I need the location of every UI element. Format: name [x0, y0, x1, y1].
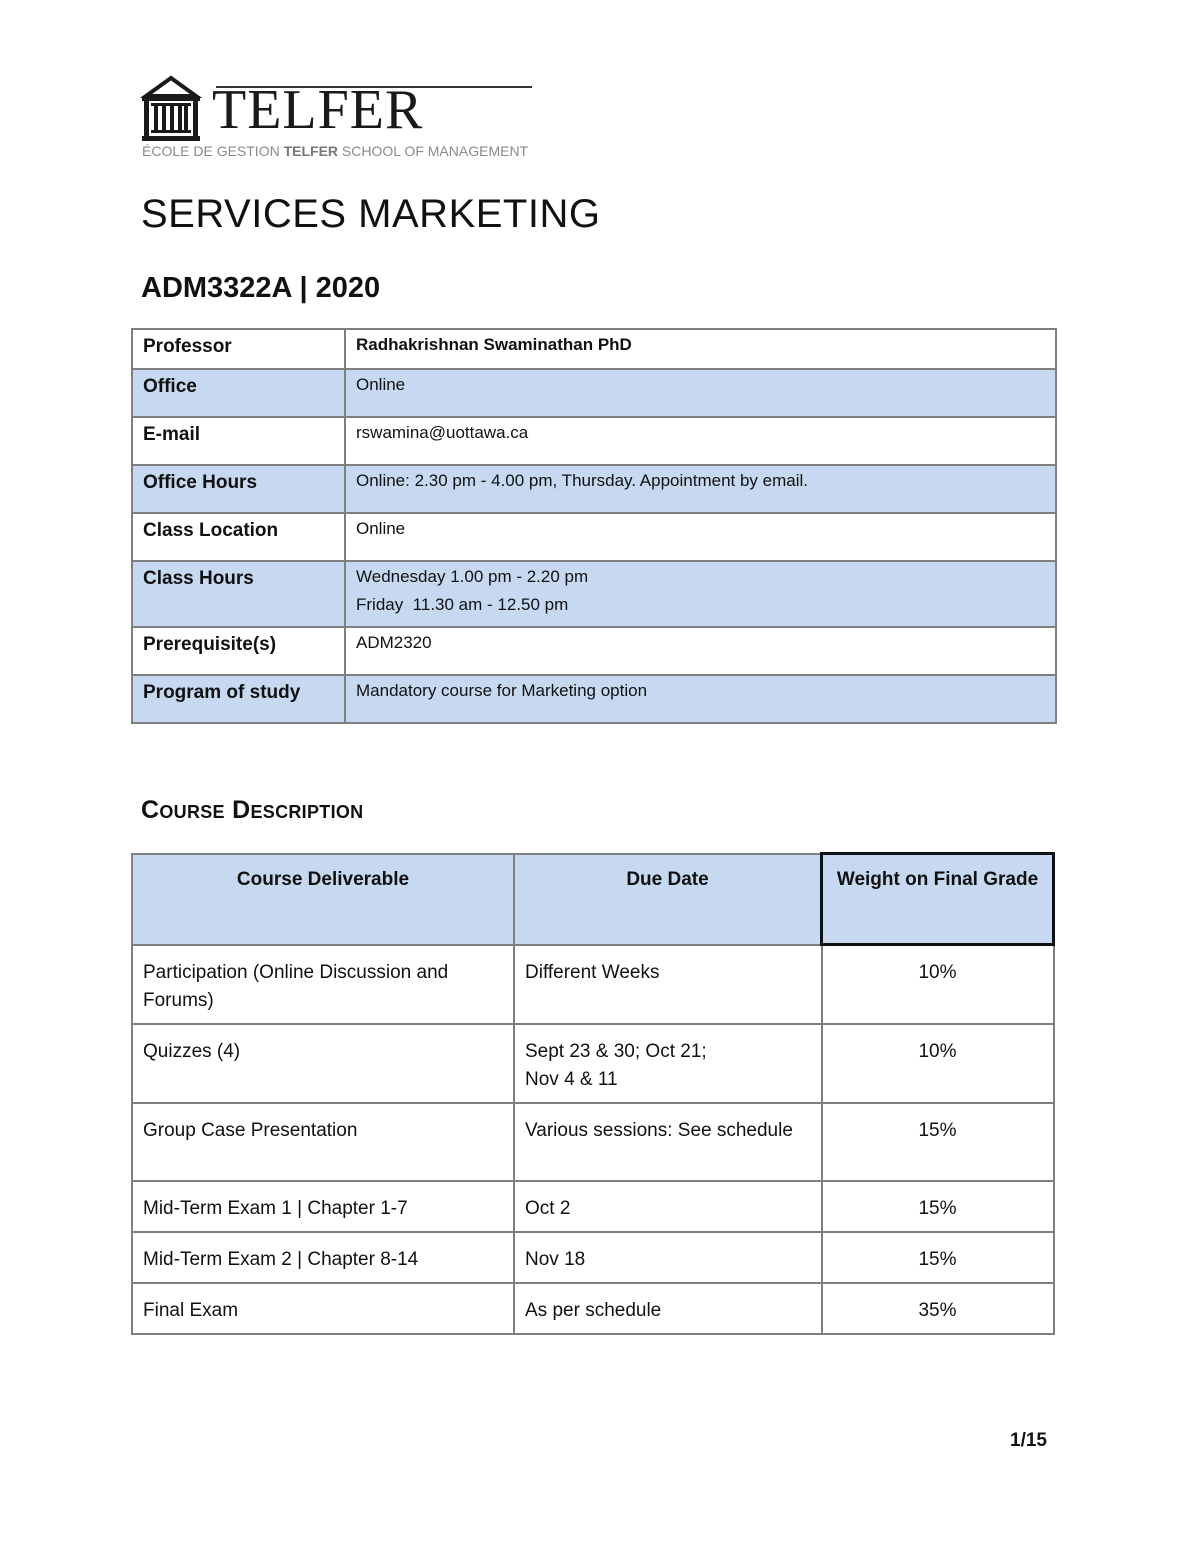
info-row — [132, 513, 1056, 561]
info-value-line: Wednesday 1.00 pm - 2.20 pm — [356, 567, 589, 586]
info-value-line: Mandatory course for Marketing option — [356, 681, 648, 700]
logo-wordmark: TELFER — [212, 79, 424, 141]
info-label: Prerequisite(s) — [132, 627, 345, 675]
info-value-line: Online — [356, 375, 406, 394]
info-value — [345, 329, 1056, 369]
info-value — [345, 627, 1056, 675]
info-row — [132, 369, 1056, 417]
course-info-table — [131, 328, 1057, 724]
building-icon — [140, 74, 202, 142]
deliverable-cell: Final Exam — [132, 1283, 514, 1334]
weight-cell: 15% — [822, 1232, 1054, 1283]
info-value-line: Online — [356, 519, 406, 538]
table-row — [132, 1024, 1054, 1103]
due-date-cell: As per schedule — [514, 1283, 822, 1334]
info-row — [132, 627, 1056, 675]
info-label: Class Location — [132, 513, 345, 561]
info-value — [345, 513, 1056, 561]
due-date-cell: Nov 18 — [514, 1232, 822, 1283]
info-value-line: Friday 11.30 am - 12.50 pm — [356, 595, 569, 614]
deliverables-header-row — [132, 854, 1054, 945]
page-number: 1/15 — [1010, 1430, 1047, 1451]
weight-cell: 10% — [822, 1024, 1054, 1103]
info-value-line: Online: 2.30 pm - 4.00 pm, Thursday. Appointment by email. — [356, 471, 808, 490]
telfer-logo — [140, 74, 540, 164]
column-header: Due Date — [514, 854, 822, 945]
deliverables-table — [131, 852, 1055, 1335]
weight-cell: 10% — [822, 945, 1054, 1024]
section-heading: Course Description — [141, 796, 364, 824]
info-value — [345, 369, 1056, 417]
due-date-cell: Various sessions: See schedule — [514, 1103, 822, 1181]
table-row — [132, 1232, 1054, 1283]
info-label: Professor — [132, 329, 345, 369]
info-label: Office Hours — [132, 465, 345, 513]
info-label: Program of study — [132, 675, 345, 723]
deliverable-cell: Group Case Presentation — [132, 1103, 514, 1181]
table-row — [132, 1283, 1054, 1334]
info-value-line: ADM2320 — [356, 633, 432, 652]
info-row — [132, 329, 1056, 369]
logo-subtitle: ÉCOLE DE GESTION TELFER SCHOOL OF MANAGEMENT — [142, 143, 529, 159]
column-header: Course Deliverable — [132, 854, 514, 945]
info-row — [132, 417, 1056, 465]
table-row — [132, 1103, 1054, 1181]
info-label: Class Hours — [132, 561, 345, 627]
table-row — [132, 945, 1054, 1024]
weight-cell: 15% — [822, 1103, 1054, 1181]
deliverable-cell: Mid-Term Exam 2 | Chapter 8-14 — [132, 1232, 514, 1283]
info-row — [132, 465, 1056, 513]
info-value — [345, 465, 1056, 513]
info-value-line: Radhakrishnan Swaminathan PhD — [356, 335, 632, 354]
info-value — [345, 561, 1056, 627]
weight-cell: 15% — [822, 1181, 1054, 1232]
weight-cell: 35% — [822, 1283, 1054, 1334]
deliverable-cell: Participation (Online Discussion and Forums) — [132, 945, 514, 1024]
info-row — [132, 561, 1056, 627]
deliverable-cell: Quizzes (4) — [132, 1024, 514, 1103]
due-date-cell: Oct 2 — [514, 1181, 822, 1232]
info-row — [132, 675, 1056, 723]
info-label: E-mail — [132, 417, 345, 465]
page-title: SERVICES MARKETING — [141, 192, 601, 236]
course-code: ADM3322A | 2020 — [141, 272, 381, 304]
info-value — [345, 417, 1056, 465]
deliverable-cell: Mid-Term Exam 1 | Chapter 1-7 — [132, 1181, 514, 1232]
table-row — [132, 1181, 1054, 1232]
due-date-cell: Different Weeks — [514, 945, 822, 1024]
info-label: Office — [132, 369, 345, 417]
info-value-line: rswamina@uottawa.ca — [356, 423, 529, 442]
column-header: Weight on Final Grade — [822, 854, 1054, 945]
due-date-cell: Sept 23 & 30; Oct 21; Nov 4 & 11 — [514, 1024, 822, 1103]
info-value — [345, 675, 1056, 723]
